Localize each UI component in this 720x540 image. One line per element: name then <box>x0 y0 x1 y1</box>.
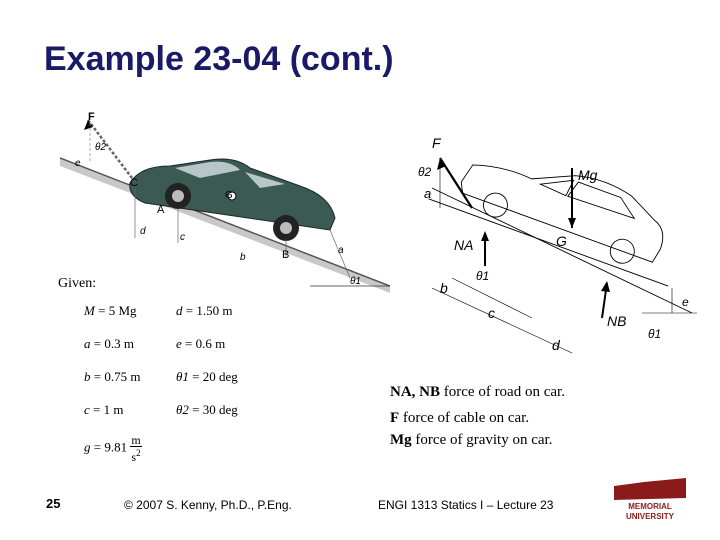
given-theta1: θ1 = 20 deg <box>176 369 238 384</box>
fbd-label-a: a <box>424 186 432 201</box>
legend-gravity-force: Mg force of gravity on car. <box>390 432 553 448</box>
label-d: d <box>140 226 146 237</box>
slide-number: 25 <box>46 496 61 511</box>
given-heading: Given: <box>58 276 97 291</box>
given-c: c = 1 m <box>84 402 124 417</box>
logo-line1: MEMORIAL <box>628 502 672 511</box>
fbd-label-e: e <box>682 295 689 309</box>
given-d: d = 1.50 m <box>176 303 233 318</box>
given-a: a = 0.3 m <box>84 336 134 351</box>
given-e: e = 0.6 m <box>176 336 226 351</box>
free-body-diagram <box>392 128 702 358</box>
legend-normal-forces: NA, NB force of road on car. <box>390 384 565 400</box>
label-A: A <box>157 204 165 216</box>
fbd-label-theta1-top: θ1 <box>476 269 490 283</box>
label-C: C <box>130 177 138 189</box>
fbd-label-theta2: θ2 <box>418 165 432 179</box>
label-B: B <box>282 249 290 261</box>
footer-course: ENGI 1313 Statics I – Lecture 23 <box>378 498 554 512</box>
given-g: g = 9.81 $\frac{m}{s^2}$ <box>84 433 141 464</box>
fbd-label-b: b <box>440 280 448 296</box>
fbd-label-d: d <box>552 337 560 353</box>
fbd-label-G: G <box>556 233 567 249</box>
given-theta2: θ2 = 30 deg <box>176 402 238 417</box>
incline-car-figure <box>60 108 390 293</box>
label-F: F <box>88 111 95 123</box>
given-M: M = 5 Mg <box>84 303 137 318</box>
memorial-university-logo <box>614 478 686 522</box>
fbd-label-F: F <box>432 135 441 151</box>
fbd-label-Mg: Mg <box>578 167 598 183</box>
fbd-label-c: c <box>488 305 495 321</box>
label-c: c <box>180 232 185 243</box>
given-b: b = 0.75 m <box>84 369 141 384</box>
fbd-label-NA: NA <box>454 237 474 253</box>
fbd-label-NB: NB <box>607 313 627 329</box>
label-a: a <box>338 245 344 256</box>
logo-line2: UNIVERSITY <box>625 512 675 521</box>
footer-copyright: © 2007 S. Kenny, Ph.D., P.Eng. <box>124 498 292 512</box>
label-G: G <box>225 190 233 201</box>
label-b: b <box>240 252 246 263</box>
fbd-label-theta1-bottom: θ1 <box>648 327 662 341</box>
label-e: e <box>75 158 81 169</box>
g-unit-fraction: $\frac{m}{s^2}$ <box>131 433 141 464</box>
label-theta2: θ2 <box>95 142 106 153</box>
label-theta1: θ1 <box>350 276 361 287</box>
slide-title: Example 23-04 (cont.) <box>44 40 394 78</box>
legend-cable-force: F force of cable on car. <box>390 410 530 426</box>
